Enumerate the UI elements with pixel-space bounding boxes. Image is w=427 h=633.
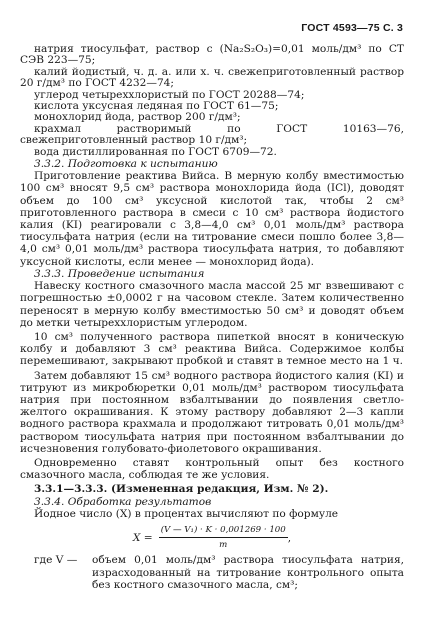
reagent-item: кислота уксусная ледяная по ГОСТ 61—75; — [34, 100, 279, 113]
formula-lhs: X = — [132, 531, 153, 544]
reagent-item: углерод четыреххлористый по ГОСТ 20288—74; — [34, 88, 305, 101]
variable-label: где V — — [34, 554, 78, 567]
section-heading-3-3-4: 3.3.4. Обработка результатов — [34, 495, 212, 508]
paragraph-formula-intro: Йодное число (X) в процентах вычисляют по формуле — [34, 507, 339, 520]
formula-denominator: m — [219, 540, 228, 551]
formula-fraction — [159, 524, 288, 551]
paragraph-titration: Затем добавляют 15 см³ водного раствора йодистого калия (KI) и титруют из микробюретки 0,01 моль/дм³ раствором тиосульфата натрия при постоянном взбалтывании до появления светло-желтого окрашивания. К этому раствору добавляют 2—3 капли водного раствора крахмала и продолжают титровать 0,01 моль/дм³ раствором тиосульфата натрия при постоянном взбалтывании до исчезновения голубовато-фиолетового окрашивания. — [20, 369, 404, 455]
reagent-item: крахмал растворимый по ГОСТ 10163—76, свежеприготовленный раствор 10 г/дм³; — [20, 122, 404, 147]
variable-description: объем 0,01 моль/дм³ раствора тиосульфата натрия, израсходованный на титрование контрольного опыта без костного смазочного масла, см³; — [92, 554, 404, 591]
document-body — [20, 44, 404, 591]
formula-tail: , — [287, 531, 292, 544]
section-heading-3-3-2: 3.3.2. Подготовка к испытанию — [34, 158, 218, 171]
variable-definition — [20, 554, 404, 591]
page-header: ГОСТ 4593—75 С. 3 — [301, 22, 403, 34]
paragraph-control: Одновременно ставят контрольный опыт без костного смазочного масла, соблюдая те же условия. — [20, 456, 404, 482]
reagent-item: вода дистиллированная по ГОСТ 6709—72. — [34, 145, 277, 158]
reagent-item: калий йодистый, ч. д. а. или х. ч. свежеприготовленный раствор 20 г/дм³ по ГОСТ 4232—74; — [20, 65, 404, 90]
reagent-item: монохлорид йода, раствор 200 г/дм³; — [34, 111, 241, 124]
paragraph-procedure: 10 см³ полученного раствора пипеткой вносят в коническую колбу и добавляют 3 см³ реактива Вийса. Содержимое колбы перемешивают, закрывают пробкой и ставят в темное место на 1 ч. — [20, 330, 404, 368]
iodine-number-formula — [20, 524, 404, 551]
paragraph-sample: Навеску костного смазочного масла массой 25 мг взвешивают с погрешностью ±0,0002 г на часовом стекле. Затем количественно переносят в мерную колбу вместимостью 50 см³ и доводят объем до метки четыреххлористым углеродом. — [20, 280, 404, 329]
reagent-item: натрия тиосульфат, раствор с (Na₂S₂O₃)=0,01 моль/дм³ по СТ СЭВ 223—75; — [20, 43, 404, 67]
formula-numerator: (V — V₁) · K · 0,001269 · 100 — [159, 524, 288, 538]
amendment-note: 3.3.1—3.3.3. (Измененная редакция, Изм. № 2). — [34, 483, 329, 496]
paragraph-wijs-reagent: Приготовление реактива Вийса. В мерную колбу вместимостью 100 см³ вносят 9,5 см³ раствора монохлорида йода (ICl), доводят объем до 100 см³ уксусной кислотой так, чтобы 2 см³ приготовленного раствора в смеси с 10 см³ раствора йодистого калия (KI) реагировали с 3,8—4,0 см³ 0,01 моль/дм³ раствора тиосульфата натрия (если на титрование смеси пошло более 3,8—4,0 см³ 0,01 моль/дм³ раствора тиосульфата натрия, то добавляют уксусной кислоты, если менее — монохлорид йода). — [20, 170, 404, 268]
section-heading-3-3-3: 3.3.3. Проведение испытания — [34, 267, 205, 280]
